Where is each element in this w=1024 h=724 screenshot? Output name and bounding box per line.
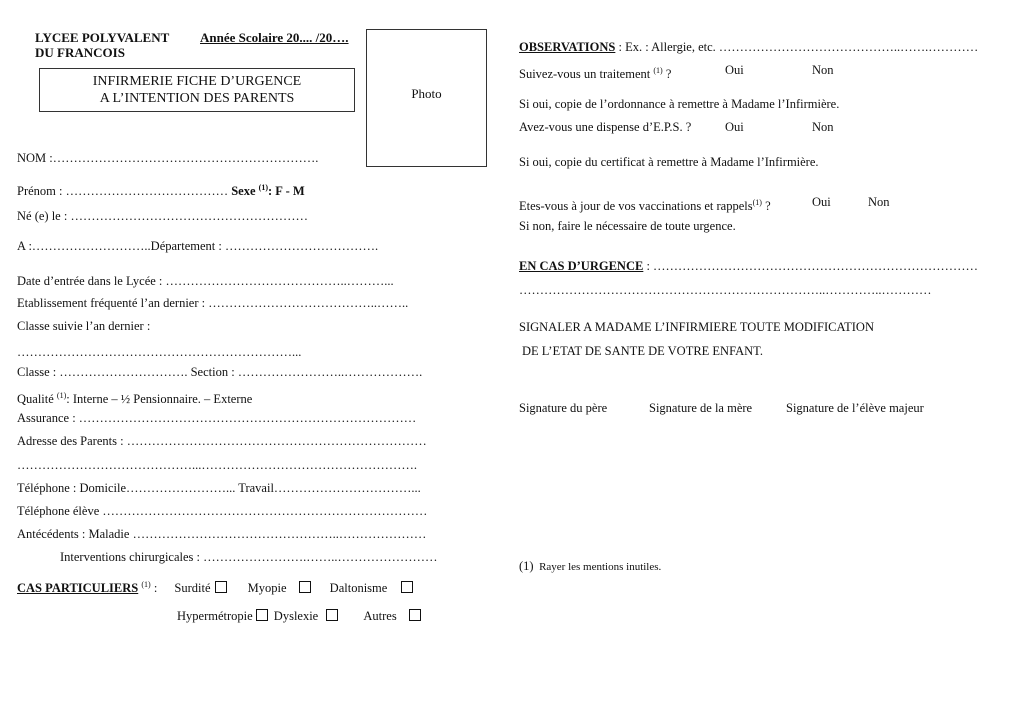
surdite-label: Surdité <box>174 581 211 595</box>
assurance-field[interactable]: Assurance : ……………………………………………………………………… <box>17 411 417 425</box>
dyslexie-checkbox[interactable] <box>326 609 338 621</box>
sexe-label: Sexe <box>231 184 256 198</box>
prenom-label: Prénom : ………………………………… <box>17 184 232 198</box>
title-line-1: INFIRMERIE FICHE D’URGENCE <box>92 74 302 89</box>
student-signature[interactable]: Signature de l’élève majeur <box>786 401 924 415</box>
eps-question: Avez-vous une dispense d’E.P.S. ? <box>519 120 692 134</box>
entry-date-field[interactable]: Date d’entrée dans le Lycée : ……………………………………..………... <box>17 274 394 288</box>
previous-class-field[interactable]: …………………………………………………………... <box>17 345 302 359</box>
qualite-label: Qualité <box>17 392 54 406</box>
telephone-field[interactable]: Téléphone : Domicile……………………... Travail……………………………... <box>17 481 421 495</box>
autres-checkbox[interactable] <box>409 609 421 621</box>
emergency-dots: : …………………………………………………………………… <box>643 259 979 273</box>
treatment-non[interactable]: Non <box>812 63 834 77</box>
previous-class-label: Classe suivie l’an dernier : <box>17 319 151 333</box>
special-cases-label: CAS PARTICULIERS <box>17 581 139 595</box>
observations-field[interactable] <box>519 40 978 55</box>
surgery-field[interactable]: Interventions chirurgicales : …………………….……..…………………… <box>60 550 438 564</box>
footnote-text: Rayer les mentions inutiles. <box>539 561 662 573</box>
notice-line-2: DE L’ETAT DE SANTE DE VOTRE ENFANT. <box>522 344 763 358</box>
dyslexie-label: Dyslexie <box>273 609 319 623</box>
footnote-ref: (1) <box>141 580 151 589</box>
footnote-ref: (1) <box>56 391 67 400</box>
parents-address-field-2[interactable]: ……………………………………...……………………………………………. <box>17 458 417 472</box>
birthplace-field[interactable]: A :………………………..Département : ………………………………. <box>17 239 379 253</box>
qualite-field[interactable] <box>17 388 252 407</box>
student-phone-field[interactable]: Téléphone élève …………………………………………………………………… <box>17 504 428 518</box>
treatment-question <box>519 63 671 82</box>
vaccination-note: Si non, faire le nécessaire de toute urgence. <box>519 219 736 233</box>
eps-non[interactable]: Non <box>812 120 834 134</box>
illness-field[interactable]: Antécédents : Maladie …………………………………………..………………… <box>17 527 427 541</box>
prenom-field[interactable] <box>17 180 305 199</box>
footnote <box>519 559 661 575</box>
q: ? <box>761 199 771 213</box>
school-year: Année Scolaire 20.... /20…. <box>200 30 349 45</box>
vaccination-question <box>519 195 771 214</box>
title-line-2: A L’INTENTION DES PARENTS <box>99 91 295 106</box>
observations-label: OBSERVATIONS <box>519 40 616 54</box>
mother-signature[interactable]: Signature de la mère <box>649 401 753 415</box>
school-name-2: DU FRANCOIS <box>35 45 125 60</box>
hypermetropie-checkbox[interactable] <box>256 609 268 621</box>
birthdate-field[interactable]: Né (e) le : ………………………………………………… <box>17 209 308 223</box>
qualite-options[interactable]: : Interne – ½ Pensionnaire. – Externe <box>66 392 253 406</box>
footnote-ref: (1) <box>258 183 268 192</box>
nom-field[interactable]: NOM :………………………………………………………. <box>17 151 319 165</box>
emergency-label: EN CAS D’URGENCE <box>519 259 644 273</box>
emergency-field-2[interactable]: ………………………………………………………………..…………..………… <box>519 283 932 297</box>
autres-label: Autres <box>363 609 397 623</box>
sexe-options[interactable]: : F - M <box>268 184 305 198</box>
vaccination-non[interactable]: Non <box>868 195 890 209</box>
footnote-ref: (1) <box>752 198 762 207</box>
myopie-checkbox[interactable] <box>299 581 311 593</box>
school-name-1: LYCEE POLYVALENT <box>35 30 170 45</box>
myopie-label: Myopie <box>247 581 287 595</box>
father-signature[interactable]: Signature du père <box>519 401 608 415</box>
footnote-number: (1) <box>519 559 534 573</box>
emergency-field[interactable] <box>519 259 978 274</box>
treatment-oui[interactable]: Oui <box>725 63 744 77</box>
class-section-field[interactable]: Classe : …………………………. Section : ……………………..………………. <box>17 365 423 379</box>
certificate-note: Si oui, copie du certificat à remettre à Madame l’Infirmière. <box>519 155 819 169</box>
vaccination-oui[interactable]: Oui <box>812 195 831 209</box>
footnote-ref: (1) <box>653 66 663 75</box>
eps-oui[interactable]: Oui <box>725 120 744 134</box>
special-cases-row-2 <box>177 609 425 624</box>
surdite-checkbox[interactable] <box>215 581 227 593</box>
previous-school-field[interactable]: Etablissement fréquenté l’an dernier : …………………………………..…….. <box>17 296 409 310</box>
photo-box[interactable] <box>366 29 487 167</box>
hypermetropie-label: Hypermétropie <box>177 609 253 623</box>
parents-address-field[interactable]: Adresse des Parents : ……………………………………………………………… <box>17 434 427 448</box>
daltonisme-checkbox[interactable] <box>401 581 413 593</box>
daltonisme-label: Daltonisme <box>329 581 388 595</box>
notice-line-1: SIGNALER A MADAME L’INFIRMIERE TOUTE MODIFICATION <box>519 320 874 334</box>
photo-label: Photo <box>411 86 442 101</box>
colon: : <box>150 581 158 595</box>
special-cases-row <box>17 577 417 596</box>
q: ? <box>662 67 672 81</box>
vaccination-label: Etes-vous à jour de vos vaccinations et rappels <box>519 199 753 213</box>
title-box <box>39 68 355 112</box>
prescription-note: Si oui, copie de l’ordonnance à remettre à Madame l’Infirmière. <box>519 97 840 111</box>
treatment-label: Suivez-vous un traitement <box>519 67 651 81</box>
observations-dots: : Ex. : Allergie, etc. ……………………………………..…….………… <box>615 40 979 54</box>
